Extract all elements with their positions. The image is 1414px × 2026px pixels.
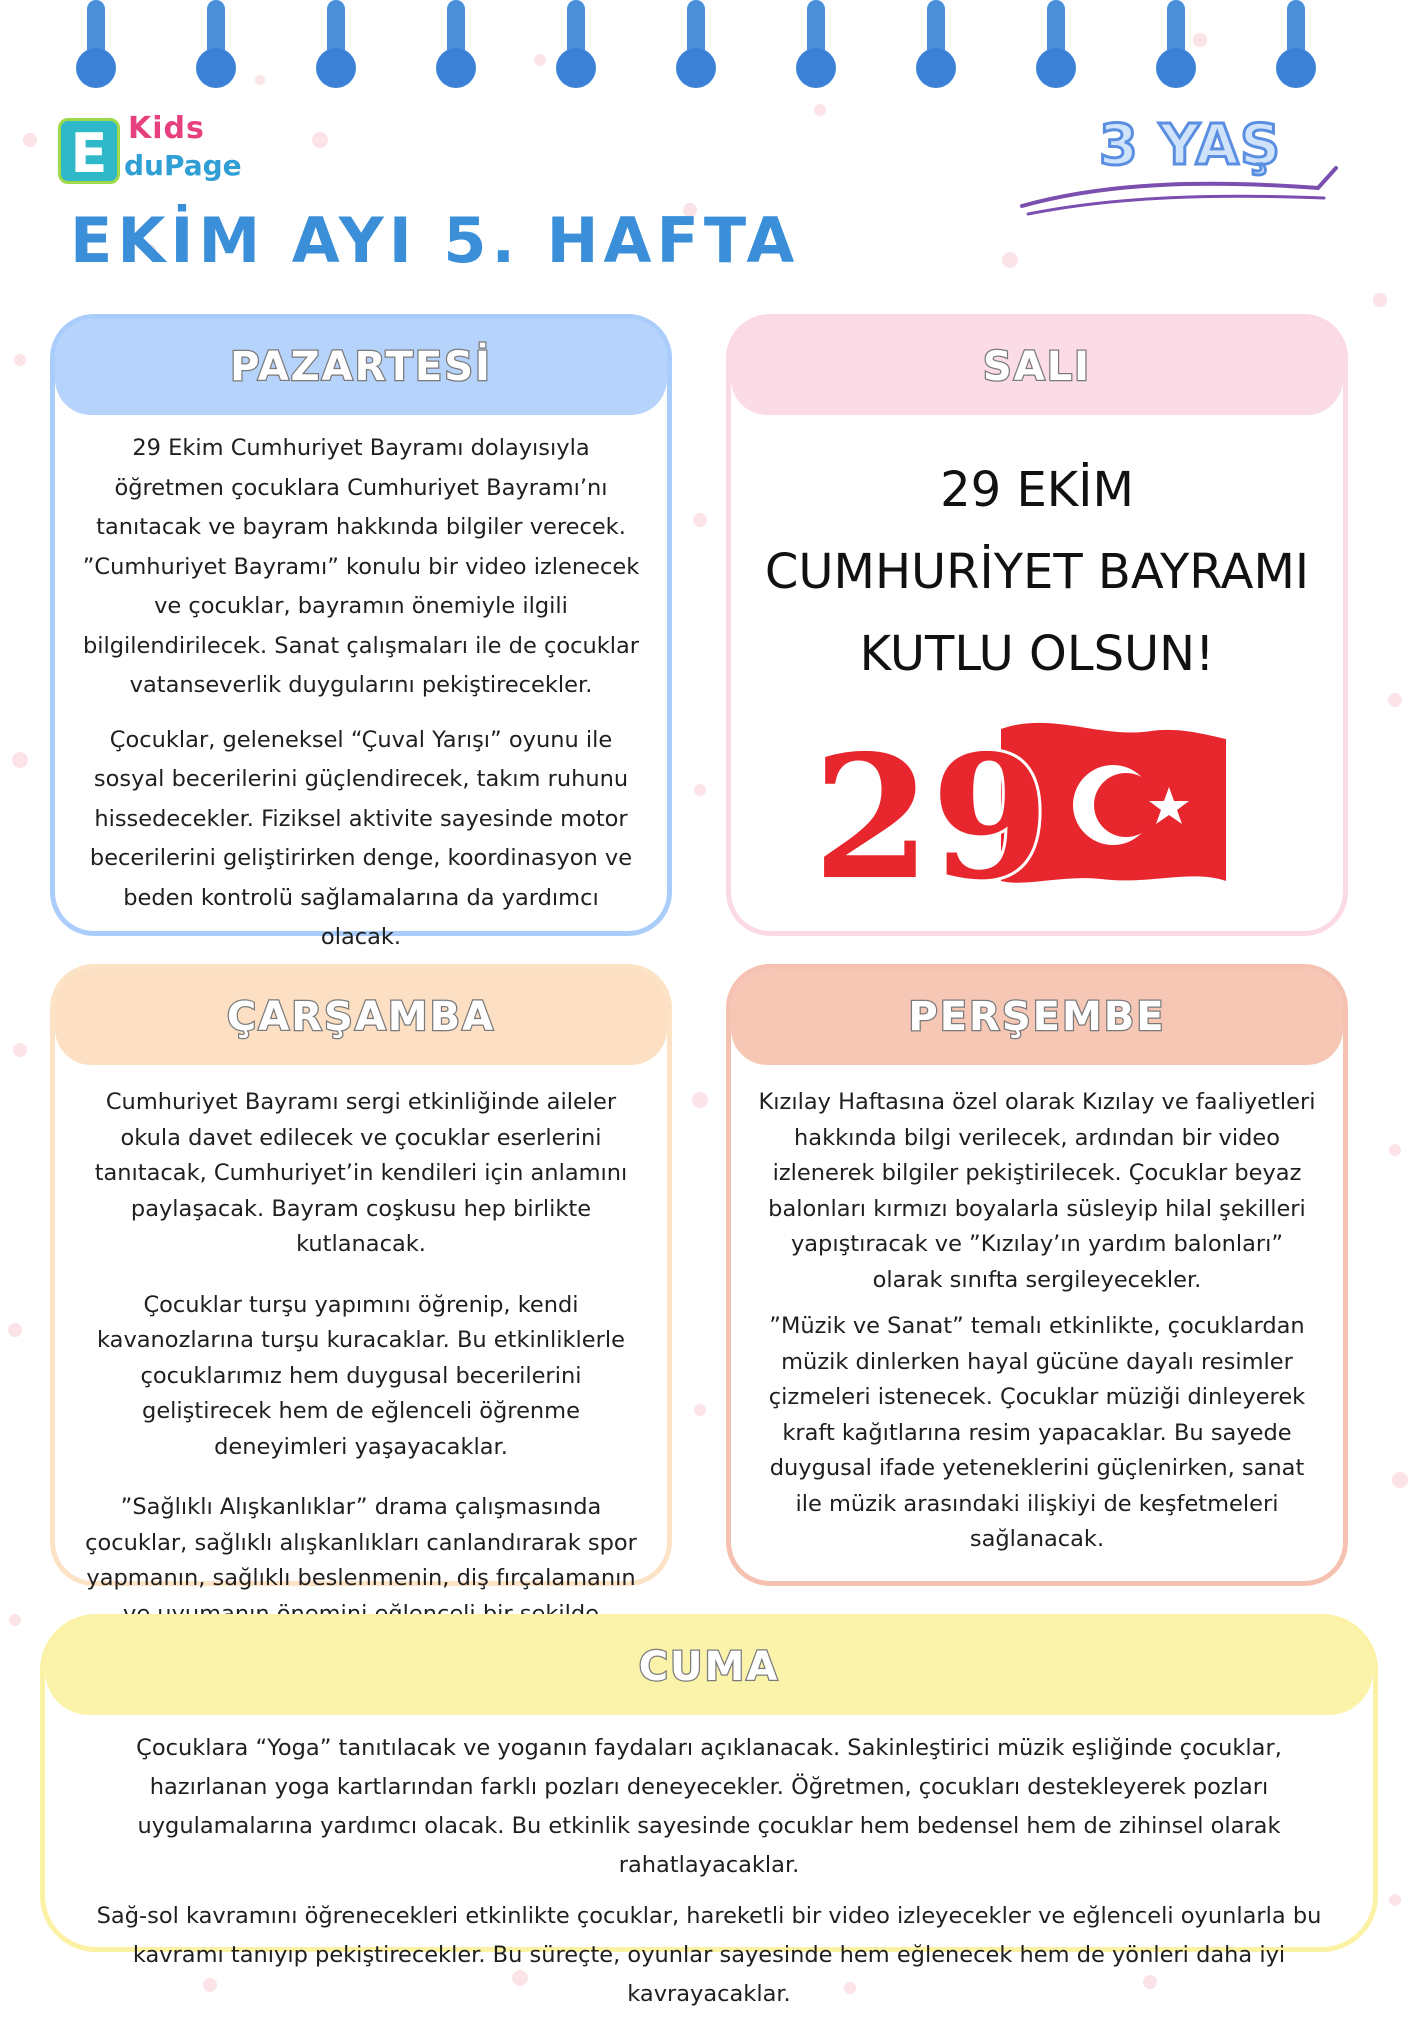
day-card-header: [731, 319, 1343, 415]
day-card-tuesday: [726, 314, 1348, 936]
day-card-body: [81, 1085, 641, 1693]
paragraph: Sağ-sol kavramını öğrenecekleri etkinlikte çocuklar, hareketli bir video izleyecekler ve eğlenceli oyunlarla bu kavramı tanıyıp pekiştirecekler. Bu süreçte, oyunlar sayesinde hem eğlenecek hem de yönleri daha iyi kavrayacaklar.: [96, 1903, 1322, 2007]
binding-ring: [1036, 0, 1076, 90]
binding-ring: [316, 0, 356, 90]
day-title: ÇARŞAMBA: [226, 994, 496, 1040]
edupage-kids-logo: [58, 111, 242, 192]
paragraph: Çocuklar turşu yapımını öğrenip, kendi kavanozlarına turşu kuracaklar. Bu etkinliklerle çocuklarımız hem duygusal becerilerini geliştirecek hem de eğlenceli öğrenme deneyimleri yaşayacaklar.: [97, 1291, 625, 1460]
binding-ring: [556, 0, 596, 90]
day-title: PERŞEMBE: [908, 994, 1166, 1040]
day-card-wednesday: [50, 964, 672, 1591]
binding-ring: [1156, 0, 1196, 90]
day-title: CUMA: [638, 1644, 780, 1690]
paragraph: Çocuklara “Yoga” tanıtılacak ve yoganın faydaları açıklanacak. Sakinleştirici müzik eşliğinde çocuklar, hazırlanan yoga kartlarından farklı pozları deneyecekler. Öğretmen, çocukları destekleyerek pozları uygulamalarına yardımcı olacak. Bu etkinlik sayesinde çocuklar hem bedensel hem de zihinsel olarak rahatlayacaklar.: [136, 1735, 1282, 1878]
logo-kids-text: Kids: [128, 111, 205, 146]
holiday-greeting: [731, 449, 1343, 695]
binding-ring: [76, 0, 116, 90]
binding-ring: [196, 0, 236, 90]
day-card-monday: [50, 314, 672, 950]
badge-number: 29: [812, 718, 1050, 918]
day-card-header: [55, 319, 667, 415]
day-card-thursday: [726, 964, 1348, 1586]
logo-brand-text: duPage: [124, 149, 242, 182]
day-card-header: [45, 1619, 1373, 1715]
day-title: SALI: [982, 344, 1092, 390]
turkish-flag-29-illustration: [812, 709, 1231, 918]
page-title: EKİM AYI 5. HAFTA: [70, 204, 800, 277]
paragraph: Çocuklar, geleneksel “Çuval Yarışı” oyunu ile sosyal becerilerini güçlendirecek, takım ruhunu hissedecekler. Fiziksel aktivite sayesinde motor becerilerini geliştirirken denge, koordinasyon ve beden kontrolü sağlamalarına da yardımcı olacak.: [89, 726, 633, 950]
paragraph: ”Sağlıklı Alışkanlıklar” drama çalışmasında çocuklar, sağlıklı alışkanlıkları canlandırarak spor yapmanın, sağlıklı beslenmenin, diş fırçalamanın: [85, 1494, 637, 1591]
binding-ring: [436, 0, 476, 90]
paragraph: Kızılay Haftasına özel olarak Kızılay ve faaliyetleri hakkında bilgi verilecek, ardından bir video izlenerek bilgiler pekiştirilecek. Çocuklar beyaz balonları kırmızı boyalarla süsleyip hilal şekilleri yapıştıracak ve ”Kızılay’ın yardım balonları” olarak sınıfta sergileyecekler.: [758, 1089, 1316, 1293]
paragraph: 29 Ekim Cumhuriyet Bayramı dolayısıyla öğretmen çocuklara Cumhuriyet Bayramı’nı tanıtacak ve bayram hakkında bilgiler verecek. ”Cumhuriyet Bayramı” konulu bir video izlenecek ve çocuklar, bayramın önemiyle ilgili bilgilendirilecek. Sanat çalışmaları ile de çocuklar vatanseverlik duygularını pekiştirecekler.: [82, 435, 640, 698]
day-card-friday: [40, 1614, 1378, 2007]
paragraph: Cumhuriyet Bayramı sergi etkinliğinde aileler okula davet edilecek ve çocuklar eserlerini tanıtacak, Cumhuriyet’in kendileri için anlamını paylaşacak. Bayram coşkusu hep birlikte kutlanacak.: [94, 1089, 628, 1257]
binding-ring: [916, 0, 956, 90]
day-card-body: [85, 1729, 1333, 2026]
holiday-line: CUMHURİYET BAYRAMI: [764, 544, 1310, 600]
holiday-line: 29 EKİM: [940, 462, 1134, 518]
logo-e-badge: E: [58, 118, 120, 184]
binding-ring: [796, 0, 836, 90]
day-card-header: [55, 969, 667, 1065]
binding-ring: [1276, 0, 1316, 90]
day-card-body: [81, 429, 641, 973]
binding-ring: [676, 0, 716, 90]
age-label: 3 YAŞ: [1098, 113, 1282, 178]
day-title: PAZARTESİ: [230, 344, 492, 390]
day-card-body: [757, 1085, 1317, 1569]
holiday-line: KUTLU OLSUN!: [859, 626, 1215, 682]
age-swoosh-decoration: [1018, 162, 1340, 222]
day-card-header: [731, 969, 1343, 1065]
paragraph: ”Müzik ve Sanat” temalı etkinlikte, çocuklardan müzik dinlerken hayal gücüne dayalı resimler çizmeleri istenecek. Çocuklar müziği dinleyerek kraft kağıtlarına resim yapacaklar. Bu sayede duygusal ifade yeteneklerini güçlenirken, sanat ile müzik arasındaki ilişkiyi de keşfetmeleri sağlanacak.: [768, 1313, 1306, 1552]
